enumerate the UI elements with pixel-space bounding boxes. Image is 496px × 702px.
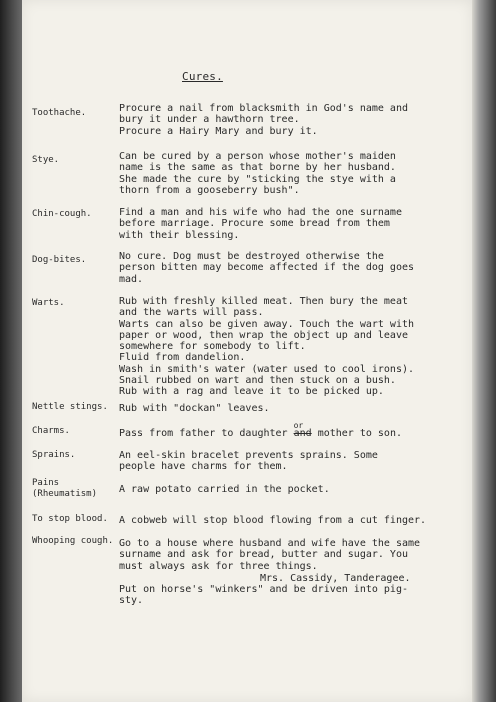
entry-term: Toothache.	[32, 108, 87, 118]
entry-term: Warts.	[32, 298, 65, 308]
entry-text-continued: Put on horse's "winkers" and be driven into pig- sty.	[119, 584, 408, 607]
entry-term: Dog-bites.	[32, 255, 87, 265]
struck-word	[293, 421, 312, 439]
entry-term: Pains (Rheumatism)	[32, 478, 98, 499]
scan-right-edge	[472, 0, 496, 702]
scan-left-edge	[0, 0, 22, 702]
entry-term: Charms.	[32, 426, 70, 436]
struck-text: and	[293, 428, 312, 439]
entry-text: Rub with freshly killed meat. Then bury the meat and the warts will pass. Warts can also be given away. Touch the wart with paper or wood, then wrap the object up and leave somewhere for somebody to lift. Fluid from dandelion. Wash in smith's water (water used to cool irons). Snail rubbed on wart and then stuck on a bush. Rub with a rag and leave it to be picked up.	[119, 296, 415, 398]
entry-text: Procure a nail from blacksmith in God's name and bury it under a hawthorn tree. Procure a Hairy Mary and bury it.	[119, 103, 408, 137]
entry-text: An eel-skin bracelet prevents sprains. Some people have charms for them.	[119, 450, 378, 473]
entry-text: Rub with "dockan" leaves.	[119, 403, 270, 414]
entry-text: A raw potato carried in the pocket.	[119, 484, 330, 495]
entry-text: A cobweb will stop blood flowing from a cut finger.	[119, 515, 427, 526]
entry-text: Can be cured by a person whose mother's maiden name is the same as that borne by her husband. She made the cure by "sticking the stye with a thorn from a gooseberry bush".	[119, 151, 396, 196]
page-title: Cures.	[182, 70, 223, 83]
entry-term: Chin-cough.	[32, 209, 92, 219]
entry-term: Stye.	[32, 155, 60, 165]
entry-term: To stop blood.	[32, 514, 108, 524]
charms-text-after: mother to son.	[311, 428, 402, 439]
handwritten-correction: or	[293, 421, 304, 430]
charms-text-before: Pass from father to daughter	[119, 428, 294, 439]
entry-term: Whooping cough.	[32, 536, 114, 546]
entry-text: Go to a house where husband and wife have the same surname and ask for bread, butter and sugar. You must always ask for three things.	[119, 538, 421, 572]
entry-term: Sprains.	[32, 450, 76, 460]
entry-attribution: Mrs. Cassidy, Tanderagee.	[260, 573, 411, 584]
entry-text: No cure. Dog must be destroyed otherwise the person bitten may become affected if the dog goes mad.	[119, 251, 415, 285]
entry-text: Find a man and his wife who had the one surname before marriage. Procure some bread from them with their blessing.	[119, 207, 402, 241]
document-page	[22, 0, 472, 702]
entry-text	[119, 421, 459, 439]
entry-term: Nettle stings.	[32, 402, 108, 412]
